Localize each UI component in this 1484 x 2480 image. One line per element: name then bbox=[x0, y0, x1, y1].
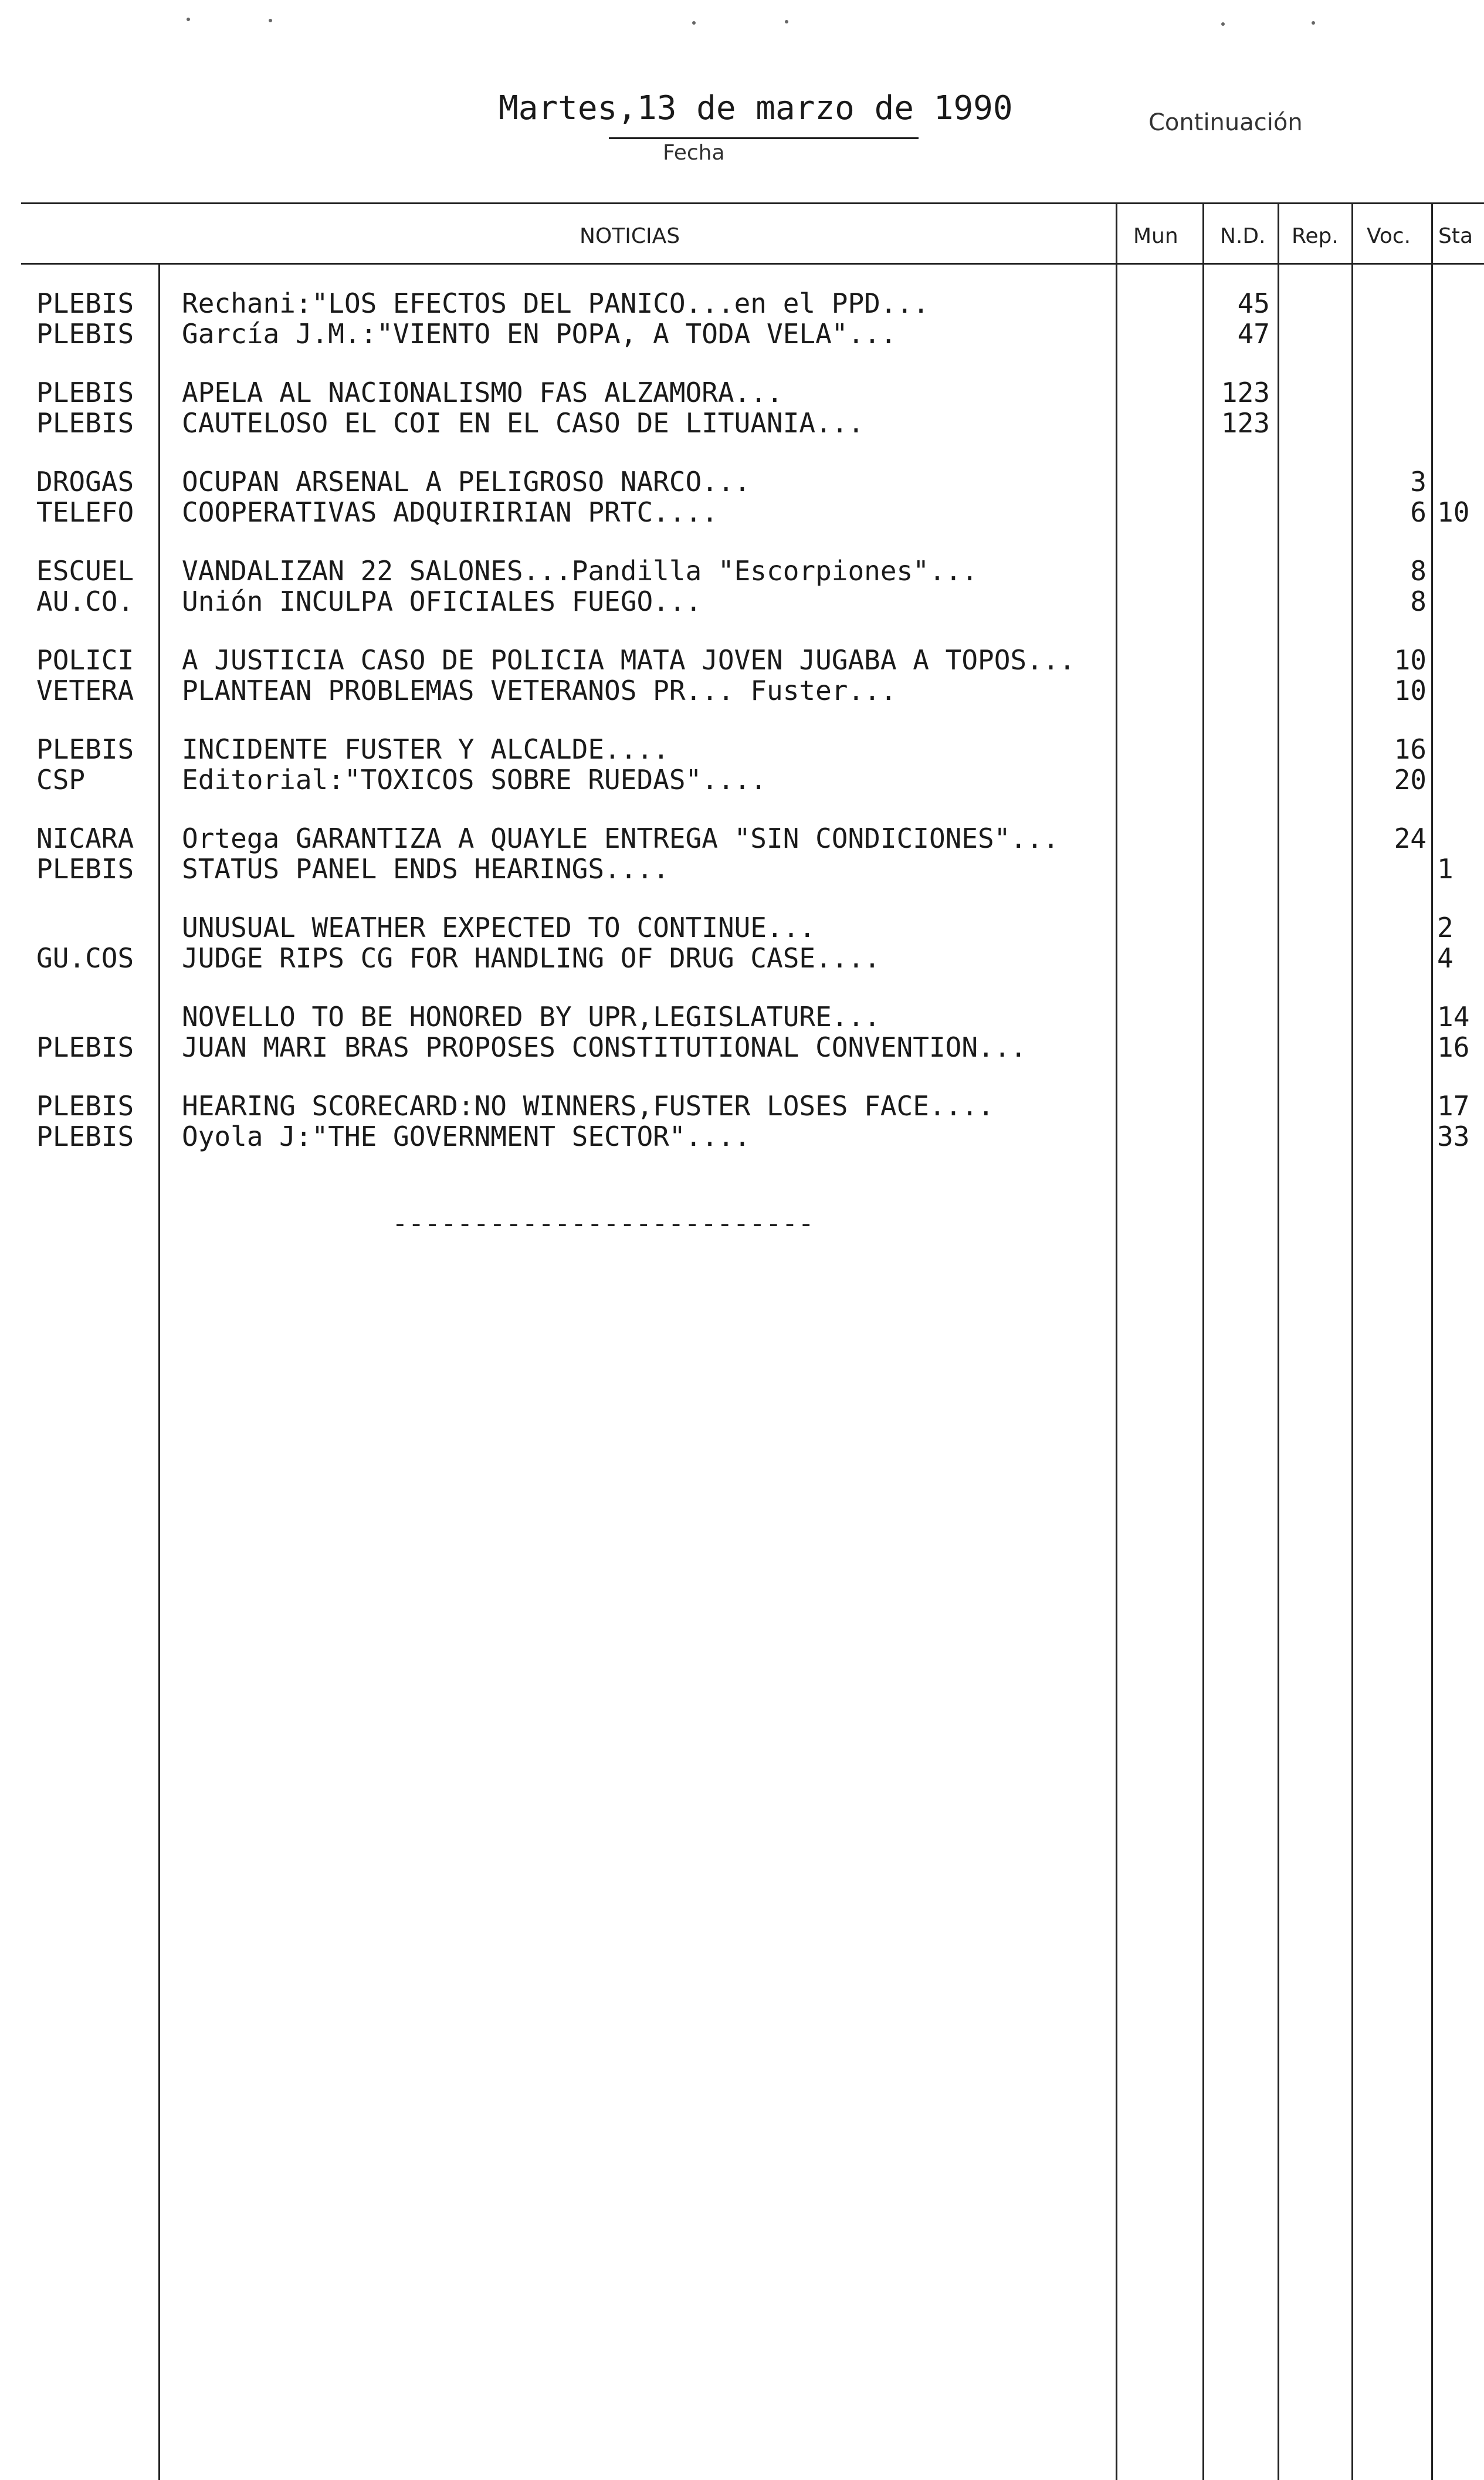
row-code: DROGAS bbox=[36, 466, 134, 498]
scan-speck bbox=[785, 20, 788, 23]
row-code: ESCUEL bbox=[36, 555, 134, 587]
row-headline: JUDGE RIPS CG FOR HANDLING OF DRUG CASE.... bbox=[182, 942, 880, 974]
row-code: GU.COS bbox=[36, 942, 134, 974]
row-code: PLEBIS bbox=[36, 1090, 134, 1122]
row-headline: UNUSUAL WEATHER EXPECTED TO CONTINUE... bbox=[182, 912, 816, 943]
row-headline: CAUTELOSO EL COI EN EL CASO DE LITUANIA... bbox=[182, 407, 865, 439]
continuation-label: Continuación bbox=[1148, 109, 1303, 136]
row-code: PLEBIS bbox=[36, 318, 134, 350]
scan-speck bbox=[1312, 21, 1315, 25]
row-code: NICARA bbox=[36, 823, 134, 854]
row-headline: Rechani:"LOS EFECTOS DEL PANICO...en el PPD... bbox=[182, 287, 929, 319]
row-voc-page: 8 bbox=[1410, 586, 1427, 617]
row-headline: García J.M.:"VIENTO EN POPA, A TODA VELA"... bbox=[182, 318, 897, 350]
fecha-label: Fecha bbox=[663, 141, 725, 165]
row-code: VETERA bbox=[36, 675, 134, 706]
nd-column-divider bbox=[1202, 202, 1204, 2480]
row-voc-page: 8 bbox=[1410, 555, 1427, 587]
column-header-rep: Rep. bbox=[1292, 224, 1339, 248]
row-headline: OCUPAN ARSENAL A PELIGROSO NARCO... bbox=[182, 466, 751, 498]
report-date: Martes,13 de marzo de 1990 bbox=[499, 89, 1013, 127]
row-nd-page: 45 bbox=[1237, 287, 1270, 319]
row-sta-page: 2 bbox=[1437, 912, 1453, 943]
row-sta-page: 17 bbox=[1437, 1090, 1470, 1122]
table-header-rule bbox=[21, 263, 1484, 265]
row-nd-page: 123 bbox=[1221, 407, 1270, 439]
row-code: PLEBIS bbox=[36, 287, 134, 319]
row-headline: APELA AL NACIONALISMO FAS ALZAMORA... bbox=[182, 377, 783, 408]
column-header-noticias: NOTICIAS bbox=[580, 224, 680, 248]
column-header-voc: Voc. bbox=[1367, 224, 1411, 248]
row-nd-page: 123 bbox=[1221, 377, 1270, 408]
code-column-divider bbox=[158, 263, 160, 2480]
end-separator: -------------------------- bbox=[392, 1207, 815, 1239]
row-sta-page: 4 bbox=[1437, 942, 1453, 974]
row-headline: Unión INCULPA OFICIALES FUEGO... bbox=[182, 586, 702, 617]
scan-speck bbox=[187, 18, 190, 21]
row-sta-page: 14 bbox=[1437, 1001, 1470, 1033]
row-code: AU.CO. bbox=[36, 586, 134, 617]
row-code: PLEBIS bbox=[36, 1121, 134, 1152]
row-headline: PLANTEAN PROBLEMAS VETERANOS PR... Fuster... bbox=[182, 675, 897, 706]
row-headline: INCIDENTE FUSTER Y ALCALDE.... bbox=[182, 733, 669, 765]
row-headline: Oyola J:"THE GOVERNMENT SECTOR".... bbox=[182, 1121, 751, 1152]
row-headline: STATUS PANEL ENDS HEARINGS.... bbox=[182, 853, 669, 885]
date-underline bbox=[609, 137, 919, 139]
row-voc-page: 20 bbox=[1394, 764, 1427, 796]
row-code: CSP bbox=[36, 764, 86, 796]
row-voc-page: 10 bbox=[1394, 644, 1427, 676]
row-headline: HEARING SCORECARD:NO WINNERS,FUSTER LOSES FACE.... bbox=[182, 1090, 994, 1122]
row-code: PLEBIS bbox=[36, 733, 134, 765]
voc-column-divider bbox=[1351, 202, 1353, 2480]
row-sta-page: 16 bbox=[1437, 1031, 1470, 1063]
row-sta-page: 1 bbox=[1437, 853, 1453, 885]
table-top-rule bbox=[21, 202, 1484, 204]
row-voc-page: 3 bbox=[1410, 466, 1427, 498]
row-headline: VANDALIZAN 22 SALONES...Pandilla "Escorpiones"... bbox=[182, 555, 978, 587]
scan-speck bbox=[1221, 22, 1225, 26]
row-headline: JUAN MARI BRAS PROPOSES CONSTITUTIONAL CONVENTION... bbox=[182, 1031, 1027, 1063]
column-header-mun: Mun bbox=[1133, 224, 1178, 248]
row-code: PLEBIS bbox=[36, 377, 134, 408]
row-code: POLICI bbox=[36, 644, 134, 676]
row-sta-page: 33 bbox=[1437, 1121, 1470, 1152]
row-headline: COOPERATIVAS ADQUIRIRIAN PRTC.... bbox=[182, 496, 718, 528]
rep-column-divider bbox=[1278, 202, 1279, 2480]
column-header-sta: Sta bbox=[1438, 224, 1473, 248]
mun-column-divider bbox=[1116, 202, 1117, 2480]
row-nd-page: 47 bbox=[1237, 318, 1270, 350]
row-voc-page: 16 bbox=[1394, 733, 1427, 765]
scan-speck bbox=[692, 21, 696, 25]
row-headline: Ortega GARANTIZA A QUAYLE ENTREGA "SIN CONDICIONES"... bbox=[182, 823, 1059, 854]
row-code: PLEBIS bbox=[36, 1031, 134, 1063]
row-headline: NOVELLO TO BE HONORED BY UPR,LEGISLATURE... bbox=[182, 1001, 880, 1033]
row-headline: Editorial:"TOXICOS SOBRE RUEDAS".... bbox=[182, 764, 767, 796]
row-sta-page: 10 bbox=[1437, 496, 1470, 528]
row-voc-page: 6 bbox=[1410, 496, 1427, 528]
column-header-nd: N.D. bbox=[1220, 224, 1266, 248]
row-headline: A JUSTICIA CASO DE POLICIA MATA JOVEN JUGABA A TOPOS... bbox=[182, 644, 1076, 676]
scan-speck bbox=[269, 19, 272, 22]
sta-column-divider bbox=[1431, 202, 1433, 2480]
row-voc-page: 24 bbox=[1394, 823, 1427, 854]
row-code: PLEBIS bbox=[36, 853, 134, 885]
row-code: PLEBIS bbox=[36, 407, 134, 439]
row-voc-page: 10 bbox=[1394, 675, 1427, 706]
row-code: TELEFO bbox=[36, 496, 134, 528]
